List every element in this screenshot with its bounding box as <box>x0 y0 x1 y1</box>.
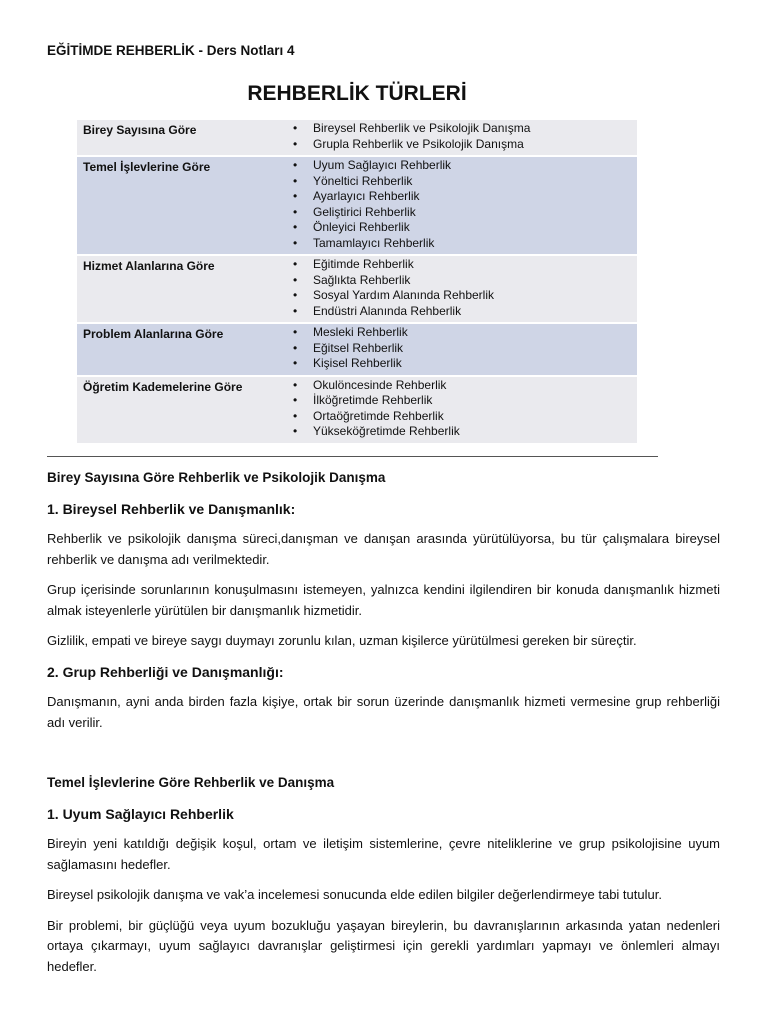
list-item-text: Önleyici Rehberlik <box>313 220 410 234</box>
spacer <box>47 743 720 773</box>
bullet-icon: • <box>293 377 298 392</box>
bullet-icon: • <box>293 136 298 151</box>
subsection-heading: 1. Bireysel Rehberlik ve Danışmanlık: <box>47 500 296 517</box>
paragraph: Grup içerisinde sorunlarının konuşulmasını istemeyen, yalnızca kendini ilgilendiren bir konuda danışmanlık hizmeti almak isteyenlerle yürütülen bir danışmanlık hizmetidir. <box>47 582 720 618</box>
row-label: Öğretim Kademelerine Göre <box>77 376 285 444</box>
list-item-text: Yükseköğretimde Rehberlik <box>313 424 460 438</box>
list-item-text: İlköğretimde Rehberlik <box>313 393 433 407</box>
row-items <box>285 156 637 255</box>
bullet-icon: • <box>293 325 298 339</box>
list-item-text: Ortaöğretimde Rehberlik <box>313 408 444 423</box>
bullet-icon: • <box>293 340 298 355</box>
row-items <box>285 376 637 444</box>
item-list <box>285 257 637 319</box>
types-row <box>77 120 637 156</box>
bullet-icon: • <box>293 356 298 370</box>
row-items <box>285 120 637 156</box>
list-item <box>285 236 637 252</box>
list-item <box>285 325 637 341</box>
bullet-icon: • <box>293 204 298 219</box>
bullet-icon: • <box>293 173 298 188</box>
list-item <box>285 220 637 236</box>
types-row <box>77 156 637 255</box>
list-item <box>285 424 637 440</box>
paragraph: Bireyin yeni katıldığı değişik koşul, ortam ve iletişim sistemlerine, çevre niteliklerine ve grup psikolojisine uyum sağlamasını hedefler. <box>47 836 720 872</box>
section-heading: Birey Sayısına Göre Rehberlik ve Psikolojik Danışma <box>47 470 386 485</box>
bullet-icon: • <box>293 272 298 287</box>
list-item <box>285 356 637 372</box>
document-title: EĞİTİMDE REHBERLİK - Ders Notları 4 <box>47 43 295 58</box>
list-item <box>285 304 637 320</box>
row-label: Birey Sayısına Göre <box>77 120 285 156</box>
list-item-text: Sosyal Yardım Alanında Rehberlik <box>313 288 494 302</box>
list-item <box>285 288 637 304</box>
list-item-text: Bireysel Rehberlik ve Psikolojik Danışma <box>313 121 531 135</box>
list-item <box>285 273 637 289</box>
subsection-heading: 1. Uyum Sağlayıcı Rehberlik <box>47 805 234 822</box>
paragraph: Gizlilik, empati ve bireye saygı duymayı zorunlu kılan, uzman kişilerce yürütülmesi gereken bir süreçtir. <box>47 633 637 648</box>
bullet-icon: • <box>293 257 298 271</box>
types-row <box>77 255 637 323</box>
bullet-icon: • <box>293 393 298 407</box>
row-label: Hizmet Alanlarına Göre <box>77 255 285 323</box>
list-item-text: Eğitimde Rehberlik <box>313 257 414 271</box>
list-item-text: Grupla Rehberlik ve Psikolojik Danışma <box>313 136 524 151</box>
list-item-text: Uyum Sağlayıcı Rehberlik <box>313 158 452 172</box>
list-item <box>285 174 637 190</box>
list-item-text: Mesleki Rehberlik <box>313 325 408 339</box>
figure-heading: REHBERLİK TÜRLERİ <box>247 82 467 105</box>
types-table <box>77 120 637 445</box>
row-label: Temel İşlevlerine Göre <box>77 156 285 255</box>
list-item <box>285 189 637 205</box>
list-item <box>285 409 637 425</box>
list-item <box>285 341 637 357</box>
list-item-text: Kişisel Rehberlik <box>313 356 402 370</box>
list-item-text: Yöneltici Rehberlik <box>313 173 413 188</box>
list-item <box>285 393 637 409</box>
list-item <box>285 158 637 174</box>
paragraph: Bir problemi, bir güçlüğü veya uyum bozukluğu yaşayan bireylerin, bu davranışlarının arkasında yatan nedenleri ortaya çıkarmayı, uyum sağlayıcı davranışlar geliştirmesi için gerekli yardımları yapmayı ve önlemleri almayı hedefler. <box>47 917 720 974</box>
subsection-heading: 2. Grup Rehberliği ve Danışmanlığı: <box>47 663 284 680</box>
paragraph: Danışmanın, ayni anda birden fazla kişiye, ortak bir sorun üzerinde danışmanlık hizmeti vermesine grup rehberliği adı verilir. <box>47 694 720 730</box>
row-items <box>285 323 637 376</box>
list-item-text: Geliştirici Rehberlik <box>313 204 416 219</box>
bullet-icon: • <box>293 235 298 250</box>
bullet-icon: • <box>293 158 298 172</box>
bullet-icon: • <box>293 303 298 318</box>
divider <box>47 456 658 457</box>
list-item <box>285 205 637 221</box>
types-row <box>77 376 637 444</box>
list-item-text: Tamamlayıcı Rehberlik <box>313 235 435 250</box>
types-row <box>77 323 637 376</box>
content-body <box>47 468 720 987</box>
list-item-text: Ayarlayıcı Rehberlik <box>313 189 420 203</box>
bullet-icon: • <box>293 220 298 234</box>
bullet-icon: • <box>293 288 298 302</box>
item-list <box>285 158 637 251</box>
bullet-icon: • <box>293 424 298 438</box>
list-item-text: Okulöncesinde Rehberlik <box>313 377 447 392</box>
list-item <box>285 121 637 137</box>
bullet-icon: • <box>293 121 298 135</box>
item-list <box>285 325 637 372</box>
item-list <box>285 121 637 152</box>
bullet-icon: • <box>293 408 298 423</box>
list-item <box>285 137 637 153</box>
list-item-text: Sağlıkta Rehberlik <box>313 272 411 287</box>
bullet-icon: • <box>293 189 298 203</box>
item-list <box>285 378 637 440</box>
row-items <box>285 255 637 323</box>
list-item <box>285 378 637 394</box>
paragraph: Bireysel psikolojik danışma ve vak’a incelemesi sonucunda elde edilen bilgiler değerlendirmeye tabi tutulur. <box>47 887 662 902</box>
list-item <box>285 257 637 273</box>
list-item-text: Endüstri Alanında Rehberlik <box>313 303 462 318</box>
rehberlik-turleri-figure <box>77 72 637 444</box>
row-label: Problem Alanlarına Göre <box>77 323 285 376</box>
paragraph: Rehberlik ve psikolojik danışma süreci,danışman ve danışan arasında yürütülüyorsa, bu tür çalışmalara bireysel rehberlik ve danışma adı verilmektedir. <box>47 531 720 567</box>
section-heading: Temel İşlevlerine Göre Rehberlik ve Danışma <box>47 775 335 790</box>
list-item-text: Eğitsel Rehberlik <box>313 340 404 355</box>
